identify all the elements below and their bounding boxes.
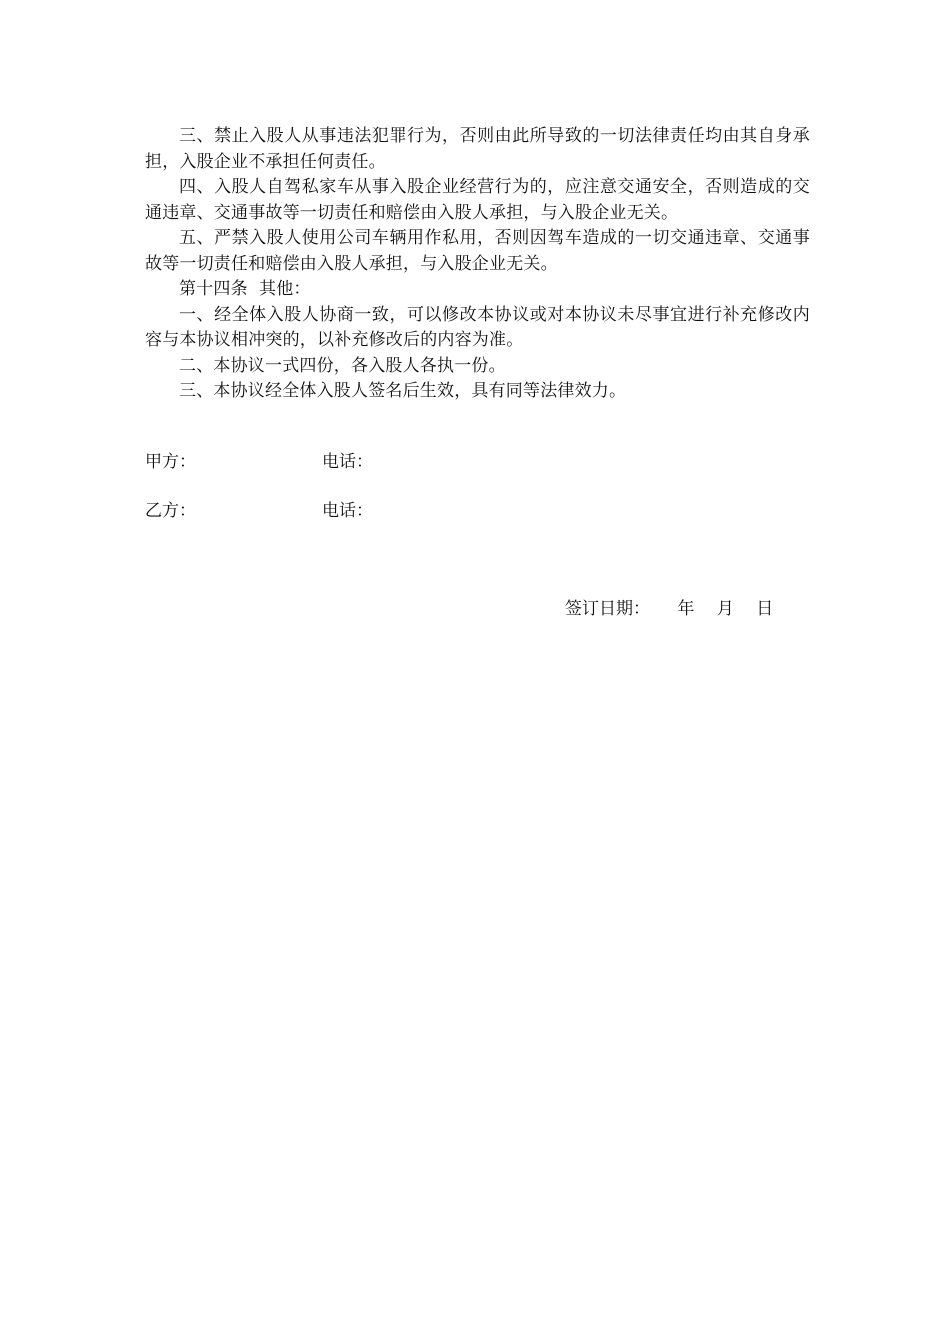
signing-date: [565, 597, 773, 621]
article-heading: 第十四条 其他：: [179, 279, 311, 299]
party-b-phone-label: 电话：: [322, 501, 373, 521]
date-day-label: 日: [756, 599, 774, 619]
clause-paragraph: 二、本协议一式四份，各入股人各执一份。: [179, 355, 506, 376]
date-month-label: 月: [716, 599, 734, 619]
date-year-label: 年: [677, 599, 695, 619]
clause-paragraph: 一、经全体入股人协商一致，可以修改本协议或对本协议未尽事宜进行补充修改内容与本协议相冲突的，以补充修改后的内容为准。: [145, 304, 810, 350]
clause-paragraph: 三、本协议经全体入股人签名后生效，具有同等法律效力。: [179, 381, 627, 401]
party-a-phone-label: 电话：: [322, 452, 373, 472]
agreement-body: [145, 124, 810, 405]
clause-paragraph: 四、入股人自驾私家车从事入股企业经营行为的，应注意交通安全，否则造成的交通违章、交通事故等一切责任和赔偿由入股人承担，与入股企业无关。: [145, 177, 810, 223]
party-b-label: 乙方：: [145, 501, 196, 521]
clause-paragraph: 三、禁止入股人从事违法犯罪行为，否则由此所导致的一切法律责任均由其自身承担，入股企业不承担任何责任。: [145, 126, 810, 172]
clause-paragraph: 五、严禁入股人使用公司车辆用作私用，否则因驾车造成的一切交通违章、交通事故等一切责任和赔偿由入股人承担，与入股企业无关。: [145, 228, 810, 274]
signing-date-label: 签订日期：: [565, 599, 650, 619]
party-a-label: 甲方：: [145, 452, 196, 472]
